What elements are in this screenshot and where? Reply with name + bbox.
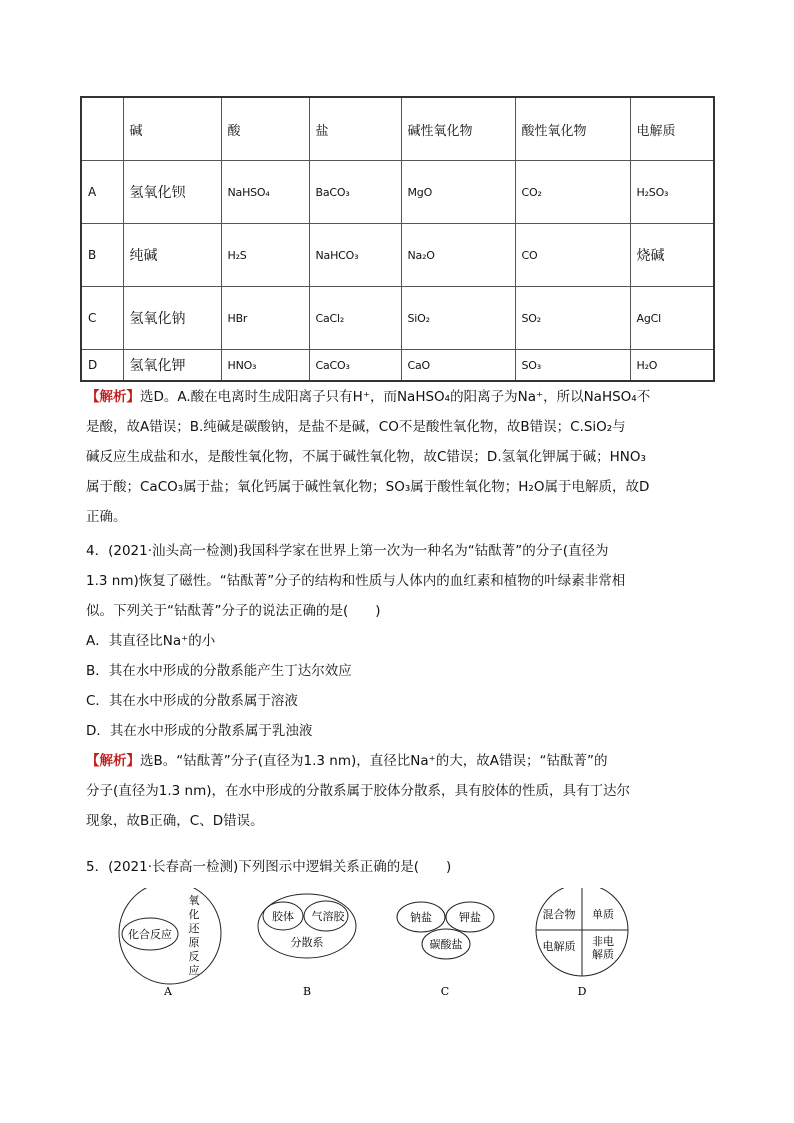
cell-basic-oxide: Na₂O xyxy=(401,224,515,287)
header-cell: 盐 xyxy=(309,97,401,161)
option-a: A．其直径比Na⁺的小 xyxy=(86,633,216,649)
cell-salt: NaHCO₃ xyxy=(309,224,401,287)
cell-salt: BaCO₃ xyxy=(309,161,401,224)
analysis-line xyxy=(86,746,710,776)
question-stem-line: 1.3 nm)恢复了磁性。“钴酞菁”分子的结构和性质与人体内的血红素和植物的叶绿素非常相 xyxy=(86,573,626,589)
diagram-c-right: 钾盐 xyxy=(459,911,481,924)
analysis-line: 正确。 xyxy=(86,509,127,525)
option-b: B．其在水中形成的分散系能产生丁达尔效应 xyxy=(86,663,352,679)
cell-acid: NaHSO₄ xyxy=(221,161,309,224)
row-label: B xyxy=(81,224,123,287)
question-5 xyxy=(86,852,710,882)
diagram-d-bl: 电解质 xyxy=(542,940,576,953)
diagram-d-label: D xyxy=(577,985,587,998)
diagram-d-br: 非电 xyxy=(592,935,614,948)
analysis-line xyxy=(86,382,710,412)
diagram-d-tr: 单质 xyxy=(592,908,614,921)
analysis-line: 现象，故B正确，C、D错误。 xyxy=(86,813,264,829)
analysis-line: 属于酸；CaCO₃属于盐；氧化钙属于碱性氧化物；SO₃属于酸性氧化物；H₂O属于电解质，故D xyxy=(86,479,650,495)
analysis-line: 碱反应生成盐和水，是酸性氧化物，不属于碱性氧化物，故C错误；D.氢氧化钾属于碱；HNO₃ xyxy=(86,449,646,465)
cell-electrolyte: H₂O xyxy=(630,350,714,382)
diagram-d xyxy=(536,888,628,998)
diagram-a-outer-char: 原 xyxy=(188,936,200,949)
header-cell: 碱性氧化物 xyxy=(401,97,515,161)
option-d: D．其在水中形成的分散系属于乳浊液 xyxy=(86,723,313,739)
cell-acidic-oxide: SO₃ xyxy=(515,350,630,382)
diagram-c-label: C xyxy=(440,985,450,998)
analysis-tag: 【解析】 xyxy=(86,389,140,405)
table-header-row xyxy=(81,97,714,161)
diagram-d-tl: 混合物 xyxy=(542,908,576,921)
cell-acid: HBr xyxy=(221,287,309,350)
cell-electrolyte: H₂SO₃ xyxy=(630,161,714,224)
diagram-c xyxy=(397,902,494,998)
cell-basic-oxide: MgO xyxy=(401,161,515,224)
table-row xyxy=(81,224,714,287)
diagram-c-left: 钠盐 xyxy=(410,911,432,924)
cell-acidic-oxide: SO₂ xyxy=(515,287,630,350)
row-label: C xyxy=(81,287,123,350)
header-cell: 碱 xyxy=(123,97,221,161)
question-stem-line: 似。下列关于“钴酞菁”分子的说法正确的是( ) xyxy=(86,603,381,619)
row-label: D xyxy=(81,350,123,382)
analysis-line: 是酸，故A错误；B.纯碱是碳酸钠，是盐不是碱，CO不是酸性氧化物，故B错误；C.SiO₂与 xyxy=(86,419,626,435)
cell-electrolyte: AgCl xyxy=(630,287,714,350)
table-row xyxy=(81,287,714,350)
diagram-a xyxy=(119,888,221,998)
cell-base: 纯碱 xyxy=(123,224,221,287)
diagram-a-outer-char: 化 xyxy=(188,908,200,921)
option-c: C．其在水中形成的分散系属于溶液 xyxy=(86,693,298,709)
cell-acidic-oxide: CO₂ xyxy=(515,161,630,224)
diagram-b-outer: 分散系 xyxy=(290,936,324,949)
table-row xyxy=(81,161,714,224)
question-stem-line: 4．(2021·汕头高一检测)我国科学家在世界上第一次为一种名为“钴酞菁”的分子(直径为 xyxy=(86,543,609,559)
analysis-line: 分子(直径为1.3 nm)，在水中形成的分散系属于胶体分散系，具有胶体的性质，具有丁达尔 xyxy=(86,783,631,799)
diagram-b-right: 气溶胶 xyxy=(311,910,345,923)
cell-salt: CaCO₃ xyxy=(309,350,401,382)
diagram-a-label: A xyxy=(164,985,172,998)
cell-base: 氢氧化钾 xyxy=(123,350,221,382)
cell-acid: H₂S xyxy=(221,224,309,287)
cell-salt: CaCl₂ xyxy=(309,287,401,350)
diagram-a-outer-char: 应 xyxy=(188,964,200,977)
header-cell xyxy=(81,97,123,161)
diagram-b xyxy=(258,894,356,998)
cell-acidic-oxide: CO xyxy=(515,224,630,287)
header-cell: 电解质 xyxy=(630,97,714,161)
diagram-a-outer-char: 还 xyxy=(188,922,200,935)
analysis-text: 选B。“钴酞菁”分子(直径为1.3 nm)，直径比Na⁺的大，故A错误；“钴酞菁”的 xyxy=(140,753,608,769)
cell-basic-oxide: CaO xyxy=(401,350,515,382)
question-stem-line: 5．(2021·长春高一检测)下列图示中逻辑关系正确的是( ) xyxy=(86,859,452,875)
analysis-q3 xyxy=(86,382,710,532)
header-cell: 酸性氧化物 xyxy=(515,97,630,161)
question-4 xyxy=(86,536,710,836)
header-cell: 酸 xyxy=(221,97,309,161)
diagram-b-left: 胶体 xyxy=(272,910,294,923)
cell-base: 氢氧化钡 xyxy=(123,161,221,224)
classification-table xyxy=(80,96,715,382)
row-label: A xyxy=(81,161,123,224)
logic-diagrams xyxy=(100,888,700,998)
cell-acid: HNO₃ xyxy=(221,350,309,382)
diagram-a-outer-char: 反 xyxy=(188,950,200,963)
diagram-c-bottom: 碳酸盐 xyxy=(429,938,463,951)
cell-basic-oxide: SiO₂ xyxy=(401,287,515,350)
diagram-a-outer-char: 氧 xyxy=(188,894,200,907)
cell-base: 氢氧化钠 xyxy=(123,287,221,350)
analysis-tag: 【解析】 xyxy=(86,753,140,769)
diagram-d-br: 解质 xyxy=(592,948,614,961)
diagram-a-inner: 化合反应 xyxy=(128,928,172,941)
analysis-text: 选D。A.酸在电离时生成阳离子只有H⁺，而NaHSO₄的阳离子为Na⁺，所以NaHSO₄不 xyxy=(140,389,651,405)
diagram-b-label: B xyxy=(302,985,312,998)
table-row xyxy=(81,350,714,382)
cell-electrolyte: 烧碱 xyxy=(630,224,714,287)
